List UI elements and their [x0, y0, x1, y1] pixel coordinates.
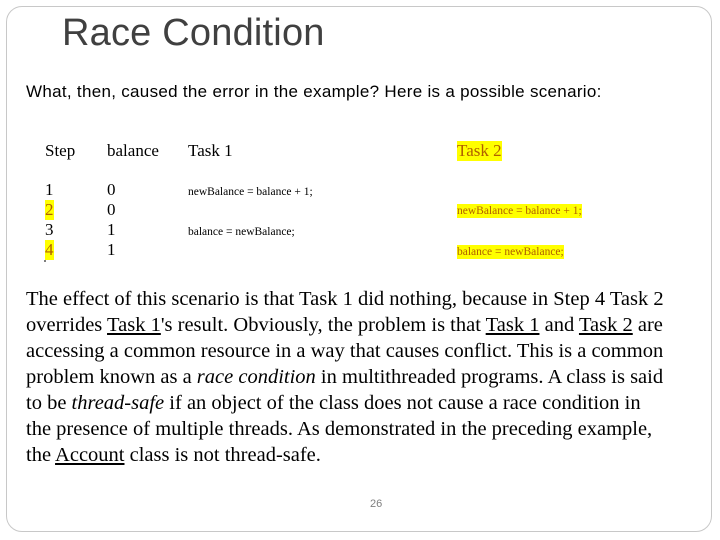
header-task2: Task 2	[457, 141, 502, 160]
header-task1: Task 1	[188, 141, 233, 160]
thread-safe-term: thread-safe	[71, 392, 165, 414]
row2-task2-code: newBalance = balance + 1;	[457, 205, 582, 217]
table-marker-dot	[44, 260, 46, 262]
task1-link: Task 1	[107, 314, 161, 336]
page-number: 26	[370, 498, 383, 510]
row3-step: 3	[45, 220, 54, 239]
intro-text: What, then, caused the error in the example? Here is a possible scenario:	[26, 82, 602, 101]
row4-task2-code: balance = newBalance;	[457, 246, 564, 258]
body-paragraph: The effect of this scenario is that Task 1 did nothing, because in Step 4 Task 2 overrides Task 1's result. Obviously, the problem is that Task 1 and Task 2 are accessing a common resource in a way that causes conflict. This is a common problem known as a race condition in multithreaded programs. A class is said to be thread-safe if an object of the class does not cause a race condition in the presence of multiple threads. As demonstrated in the preceding example, the Account class is not thread-safe.	[26, 288, 664, 466]
task2-link: Task 2	[578, 314, 633, 336]
row3-task1-code: balance = newBalance;	[188, 226, 295, 238]
slide-title: Race Condition	[62, 12, 325, 54]
header-step: Step	[45, 141, 76, 160]
row2-step: 2	[45, 200, 54, 219]
header-balance: balance	[107, 141, 159, 160]
row1-balance: 0	[107, 180, 116, 199]
task1-link-2: Task 1	[485, 314, 540, 336]
row4-balance: 1	[107, 240, 116, 259]
row1-step: 1	[45, 180, 54, 199]
row3-balance: 1	[107, 220, 116, 239]
row4-step: 4	[45, 240, 54, 259]
row1-task1-code: newBalance = balance + 1;	[188, 186, 313, 198]
row2-balance: 0	[107, 200, 116, 219]
account-class-link: Account	[55, 444, 125, 466]
race-condition-term: race condition	[196, 366, 316, 388]
